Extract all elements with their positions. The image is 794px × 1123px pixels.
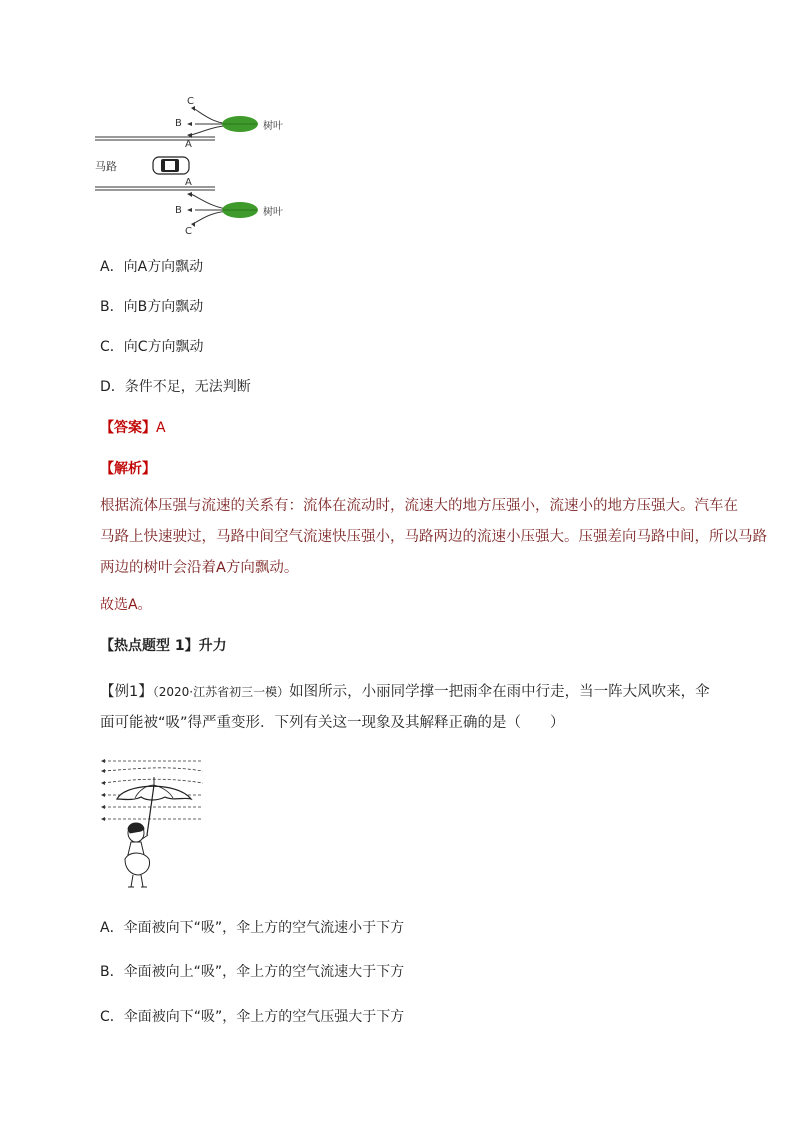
q1-option-a [100,257,203,277]
q2-stem-line-2: 面可能被“吸”得严重变形．下列有关这一现象及其解释正确的是（ ） [100,715,565,731]
girl-icon [125,823,150,887]
label-b-bottom: B [175,205,182,216]
q1-option-d [100,377,251,397]
analysis-line-1: 根据流体压强与流速的关系有：流体在流动时，流速大的地方压强小，流速小的地方压强大。汽车在 [100,498,738,514]
q2-option-c-letter: C． [100,1009,124,1025]
q1-option-b-letter: B． [100,299,124,315]
q1-option-a-text: 向A方向飘动 [123,259,204,275]
q2-option-b [100,962,404,982]
q2-option-c [100,1007,404,1027]
q2-source: （2020·江苏省初三一模） [152,685,290,699]
conclusion: 故选A。 [100,597,152,613]
road-leaf-figure [95,90,305,235]
umbrella-icon [117,777,191,835]
q1-option-c [100,337,204,357]
q2-option-a-text: 伞面被向下“吸”，伞上方的空气流速小于下方 [123,920,405,936]
label-c-bottom: C [185,226,192,235]
q2-option-c-text: 伞面被向下“吸”，伞上方的空气压强大于下方 [123,1009,405,1025]
leaf-label-bottom: 树叶 [263,207,283,218]
q2-option-a [100,918,404,938]
car-icon [153,157,189,174]
q2-stem-line-1 [100,677,740,708]
q1-option-b-text: 向B方向飘动 [123,299,204,315]
umbrella-figure [95,755,210,895]
label-a-top: A [185,139,192,150]
q1-option-d-text: 条件不足，无法判断 [124,379,251,395]
q1-option-b [100,297,203,317]
q1-option-a-letter: A． [100,259,124,275]
q2-stem [100,677,740,739]
analysis-label: 【解析】 [100,461,156,477]
label-a-bottom: A [185,177,192,188]
q2-option-b-letter: B． [100,964,124,980]
analysis-line-3: 两边的树叶会沿着A方向飘动。 [100,560,299,576]
q1-option-d-letter: D． [100,379,125,395]
road-label: 马路 [95,160,117,173]
q1-option-c-letter: C． [100,339,124,355]
section-heading: 【热点题型 1】升力 [100,638,227,654]
label-c-top: C [187,96,194,107]
q2-option-a-letter: A． [100,920,124,936]
q1-option-c-text: 向C方向飘动 [123,339,204,355]
analysis-text [100,491,767,584]
label-b-top: B [175,118,182,129]
leaf-label-top: 树叶 [263,121,283,132]
q2-option-b-text: 伞面被向上“吸”，伞上方的空气流速大于下方 [123,964,405,980]
answer-label: 【答案】 [100,420,156,436]
q2-stem-text-1: 如图所示，小丽同学撑一把雨伞在雨中行走，当一阵大风吹来，伞 [289,684,710,700]
analysis-line-2: 马路上快速驶过，马路中间空气流速快压强小，马路两边的流速小压强大。压强差向马路中间，所以马路 [100,529,767,545]
q2-prefix: 【例1】 [100,684,153,700]
answer-value: A [156,420,166,436]
answer-line [100,418,166,438]
